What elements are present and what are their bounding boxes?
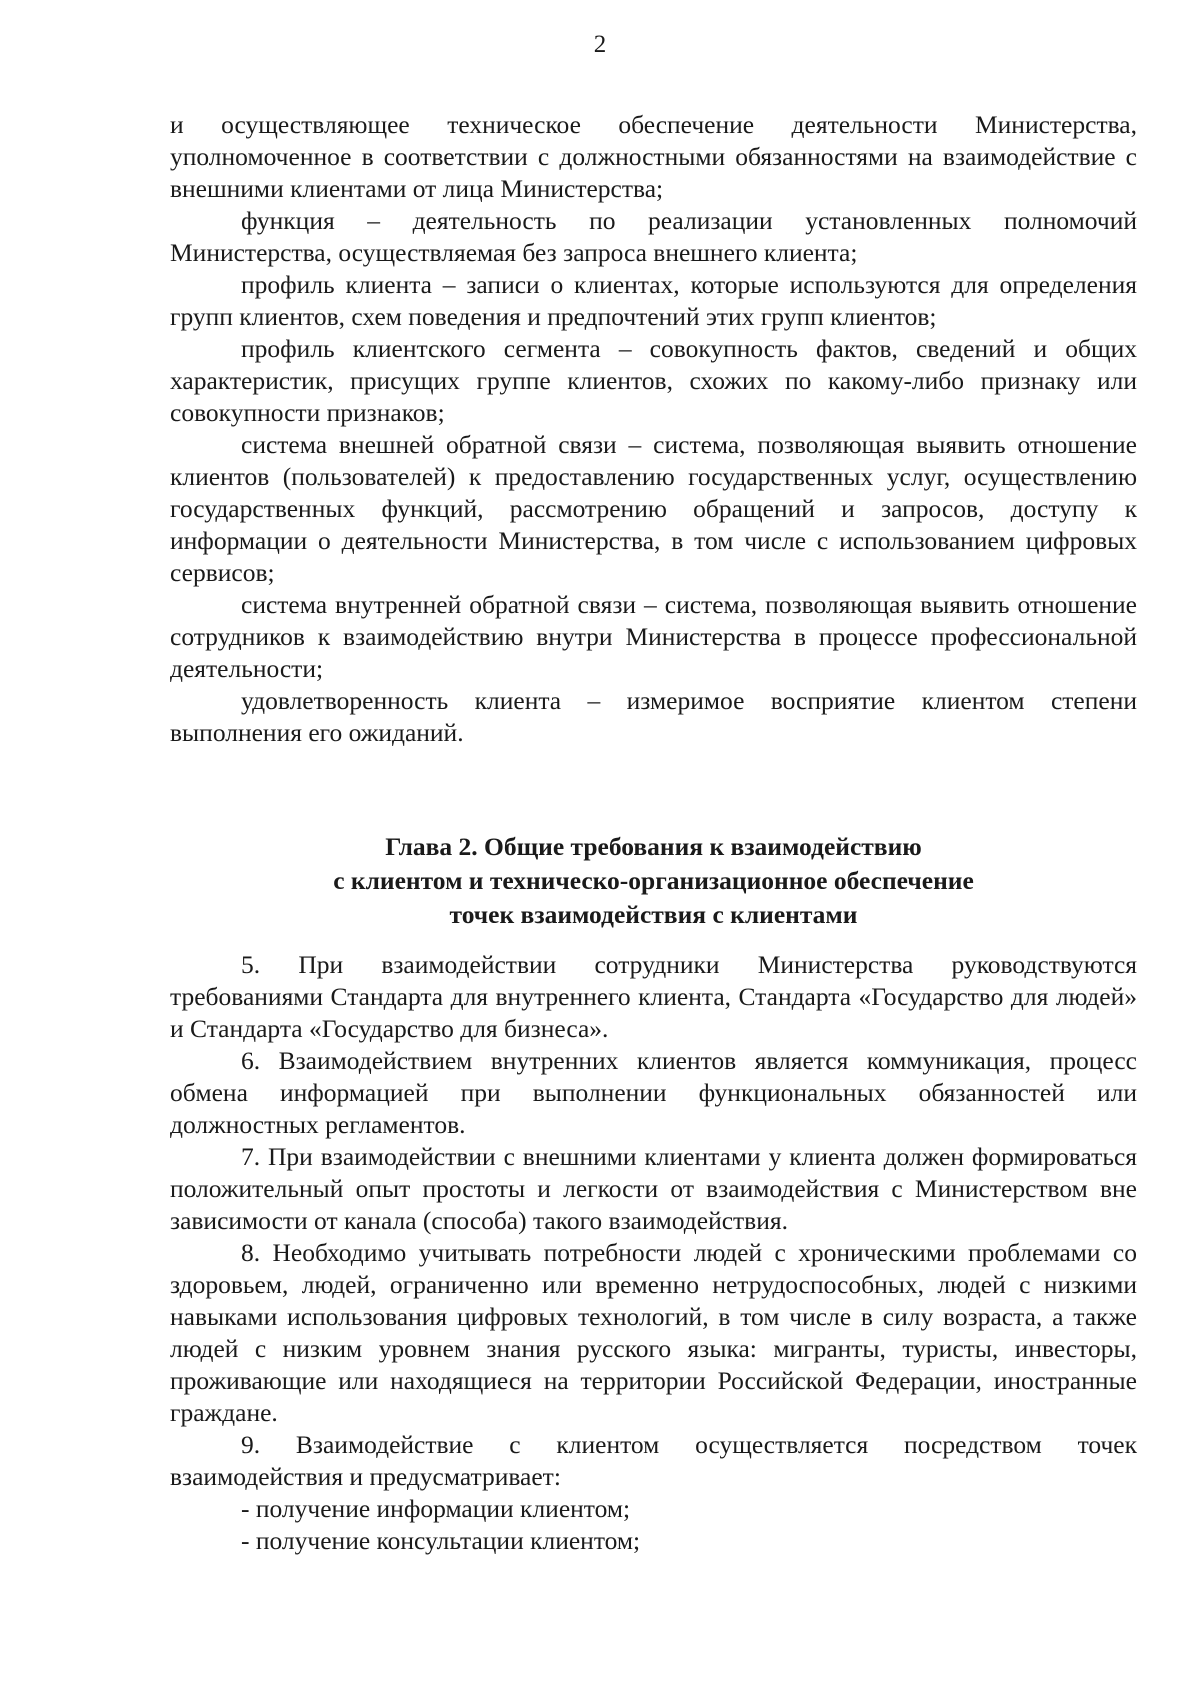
clause-paragraph: 9. Взаимодействие с клиентом осуществляется посредством точек взаимодействия и предусматривает: — [170, 1430, 1137, 1491]
definition-paragraph: профиль клиента – записи о клиентах, которые используются для определения групп клиентов, схем поведения и предпочтений этих групп клиентов; — [170, 270, 1137, 331]
definition-paragraph: удовлетворенность клиента – измеримое восприятие клиентом степени выполнения его ожиданий. — [170, 686, 1137, 747]
chapter-heading-line: Глава 2. Общие требования к взаимодействию — [385, 832, 922, 861]
definitions-section — [170, 109, 1137, 749]
clause-paragraph: 6. Взаимодействием внутренних клиентов является коммуникация, процесс обмена информацией при выполнении функциональных обязанностей или должностных регламентов. — [170, 1046, 1137, 1139]
clause-paragraph: 7. При взаимодействии с внешними клиентами у клиента должен формироваться положительный опыт простоты и легкости от взаимодействия с Министерством вне зависимости от канала (способа) такого взаимодействия. — [170, 1142, 1137, 1235]
definition-paragraph: система внешней обратной связи – система, позволяющая выявить отношение клиентов (пользователей) к предоставлению государственных услуг, осуществлению государственных функций, рассмотрению обращений и запросов, доступу к информации о деятельности Министерства, в том числе с использованием цифровых сервисов; — [170, 430, 1137, 587]
clauses-section — [170, 949, 1137, 1557]
list-item: - получение информации клиентом; — [241, 1494, 631, 1523]
chapter-heading — [170, 830, 1137, 932]
definition-paragraph: и осуществляющее техническое обеспечение деятельности Министерства, уполномоченное в соответствии с должностными обязанностями на взаимодействие с внешними клиентами от лица Министерства; — [170, 110, 1137, 203]
clause-paragraph: 8. Необходимо учитывать потребности людей с хроническими проблемами со здоровьем, людей, ограниченно или временно нетрудоспособных, людей с низкими навыками использования цифровых технологий, в том числе в силу возраста, а также людей с низким уровнем знания русского языка: мигранты, туристы, инвесторы, проживающие или находящиеся на территории Российской Федерации, иностранные граждане. — [170, 1238, 1137, 1427]
chapter-heading-line: точек взаимодействия с клиентами — [449, 900, 858, 929]
list-item: - получение консультации клиентом; — [241, 1526, 641, 1555]
definition-paragraph: профиль клиентского сегмента – совокупность фактов, сведений и общих характеристик, присущих группе клиентов, схожих по какому-либо признаку или совокупности признаков; — [170, 334, 1137, 427]
clause-paragraph: 5. При взаимодействии сотрудники Министерства руководствуются требованиями Стандарта для внутреннего клиента, Стандарта «Государство для людей» и Стандарта «Государство для бизнеса». — [170, 950, 1137, 1043]
page-number: 2 — [593, 31, 607, 58]
definition-paragraph: функция – деятельность по реализации установленных полномочий Министерства, осуществляемая без запроса внешнего клиента; — [170, 206, 1137, 267]
definition-paragraph: система внутренней обратной связи – система, позволяющая выявить отношение сотрудников к взаимодействию внутри Министерства в процессе профессиональной деятельности; — [170, 590, 1137, 683]
chapter-heading-line: с клиентом и техническо-организационное обеспечение — [333, 866, 974, 895]
